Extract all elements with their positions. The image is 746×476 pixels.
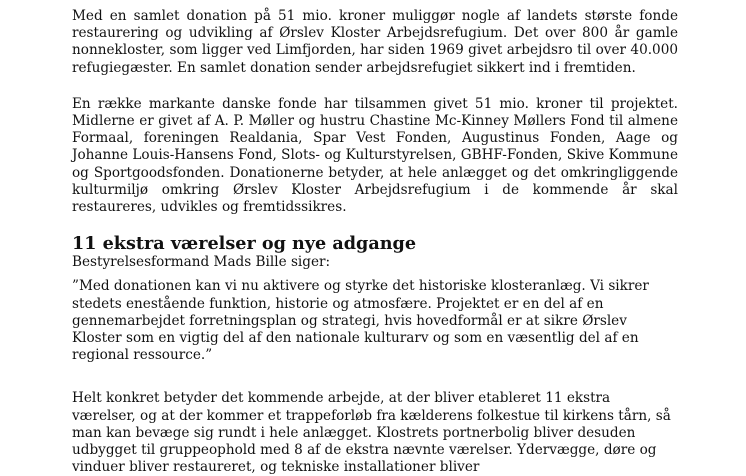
paragraph-concrete-work: Helt konkret betyder det kommende arbejde, at der bliver etableret 11 ekstra værelser, og at der kommer et trappeforløb fra kælderens folkestue til kirkens tårn, så man kan bevæge sig rundt i hele anlægget. Klostrets portnerbolig bliver desuden udbygget til gruppeophold med 8 af de ekstra nævnte værelser. Ydervægge, døre og vinduer bliver restaureret, og tekniske installationer bliver: [72, 390, 671, 476]
document-page: [72, 8, 678, 476]
paragraph-foundations: En række markante danske fonde har tilsammen givet 51 mio. kroner til projektet. Midlerne er givet af A. P. Møller og hustru Chastine Mc-Kinney Møllers Fond til almene Formaal, foreningen Realdania, Spar Vest Fonden, Augustinus Fonden, Aage og Johanne Louis-Hansens Fond, Slots- og Kulturstyrelsen, GBHF-Fonden, Skive Kommune og Sportgoodsfonden. Donationerne betyder, at hele anlægget og det omkringliggende kulturmiljø omkring Ørslev Kloster Arbejdsrefugium i de kommende år skal restaureres, udvikles og fremtidssikres.: [72, 95, 678, 216]
chairman-quote: ”Med donationen kan vi nu aktivere og styrke det historiske klosteranlæg. Vi sikrer stedets enestående funktion, historie og atmosfære. Projektet er en del af en gennemarbejdet forretningsplan og strategi, hvis hovedformål er at sikre Ørslev Kloster som en vigtig del af den nationale kulturarv og som en væsentlig del af en regional ressource.”: [72, 278, 649, 364]
quote-intro: Bestyrelsesformand Mads Bille siger:: [72, 254, 331, 271]
paragraph-donation-intro: Med en samlet donation på 51 mio. kroner muliggør nogle af landets største fonde restaurering og udvikling af Ørslev Kloster Arbejdsrefugium. Det over 800 år gamle nonnekloster, som ligger ved Limfjorden, har siden 1969 givet arbejdsro til over 40.000 refugiegæster. En samlet donation sender arbejdsrefugiet sikkert ind i fremtiden.: [72, 8, 678, 76]
section-heading: 11 ekstra værelser og nye adgange: [72, 233, 417, 255]
